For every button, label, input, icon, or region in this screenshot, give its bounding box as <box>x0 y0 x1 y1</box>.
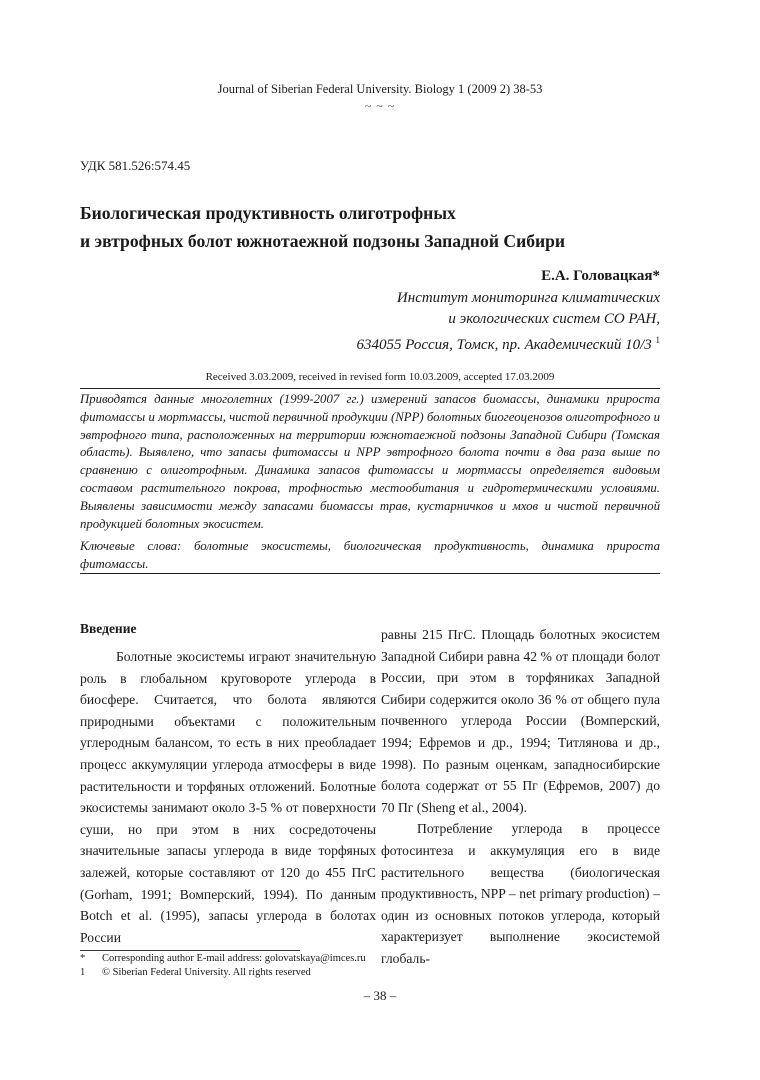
left-column <box>80 646 376 948</box>
footnote-text: © Siberian Federal University. All rights reserved <box>102 967 311 978</box>
received-dates: Received 3.03.2009, received in revised form 10.03.2009, accepted 17.03.2009 <box>205 371 555 383</box>
author-name: Е.А. Головацкая* <box>541 268 660 284</box>
footnotes <box>80 952 366 980</box>
abstract-top-rule <box>80 388 660 389</box>
footnote-item <box>80 952 366 966</box>
author-affiliation <box>356 288 660 356</box>
right-column <box>381 624 660 970</box>
title-line-1: Биологическая продуктивность олиготрофных <box>80 203 456 223</box>
left-paragraph: Болотные экосистемы играют значительную роль в глобальном круговороте углерода в биосфере. Считается, что болота являются природными объектами с положительным углеродным балансом, то есть в них преобладает процесс аккумуляции углерода атмосферы в виде растительности и торфяных отложений. Болотные экосистемы занимают около 3-5 % от поверхности суши, но при этом в них сосредоточены значительные запасы углерода в виде торфяных залежей, которые составляют от 120 до 455 ПгС (Gorham, 1991; Вомперский, 1994). По данным Botch et al. (1995), запасы углерода в болотах России <box>80 649 376 945</box>
header-ornament: ~ ~ ~ <box>364 99 396 113</box>
abstract-text: Приводятся данные многолетних (1999-2007 гг.) измерений запасов биомассы, динамики прироста фитомассы и мортмассы, чистой первичной продукции (NPP) болотных биогеоценозов олиготрофного и эвтрофного типа, расположенных на территории южнотаежной подзоны Западной Сибири (Томская область). Выявлено, что запасы фитомассы и NPP эвтрофного болота почти в два раза выше по сравнению с олиготрофным. Динамика запасов фитомассы и мортмассы определяется видовым составом растительного покрова, трофностью местообитания и гидротермическими условиями. Выявлены зависимости между запасами биомассы трав, кустарничков и мхов и чистой первичной продукцией болотных экосистем. <box>80 392 660 531</box>
affiliation-footnote-mark: 1 <box>655 335 660 345</box>
journal-header: Journal of Siberian Federal University. Biology 1 (2009 2) 38-53 <box>217 82 543 96</box>
affiliation-line-1: Институт мониторинга климатических <box>396 290 660 306</box>
affiliation-address: 634055 Россия, Томск, пр. Академический 10/3 <box>356 337 652 353</box>
footnote-mark: * <box>80 953 86 964</box>
page-number: – 38 – <box>363 988 397 1003</box>
footnote-mark: 1 <box>80 967 86 978</box>
footnote-rule <box>80 950 300 951</box>
article-title <box>80 199 700 255</box>
intro-heading: Введение <box>80 621 137 636</box>
keywords-text: Ключевые слова: болотные экосистемы, биологическая продуктивность, динамика прироста фитомассы. <box>80 539 660 571</box>
right-paragraph-1: равны 215 ПгС. Площадь болотных экосистем Западной Сибири равна 42 % от площади болот России, при этом в торфяниках Западной Сибири содержится около 36 % от общего пула почвенного углерода России (Вомперский, 1994; Ефремов и др., 1994; Титлянова и др., 1998). По разным оценкам, западносибирские болота содержат от 55 Пг (Ефремов, 2007) до 70 Пг (Sheng et al., 2004). <box>381 627 660 815</box>
footnote-item <box>80 966 366 980</box>
udk-code: УДК 581.526:574.45 <box>80 158 191 173</box>
abstract-bottom-rule <box>80 573 660 574</box>
affiliation-line-3 <box>356 330 660 356</box>
title-line-2: и эвтрофных болот южнотаежной подзоны Западной Сибири <box>80 231 566 251</box>
footnote-text: Corresponding author E-mail address: golovatskaya@imces.ru <box>102 953 366 964</box>
right-paragraph-2: Потребление углерода в процессе фотосинтеза и аккумуляция его в виде растительного вещества (биологическая продуктивность, NPP – net primary production) – один из основных потоков углерода, который характеризует выполнение экосистемой глобаль- <box>381 821 660 966</box>
affiliation-line-2: и экологических систем СО РАН, <box>448 311 660 327</box>
